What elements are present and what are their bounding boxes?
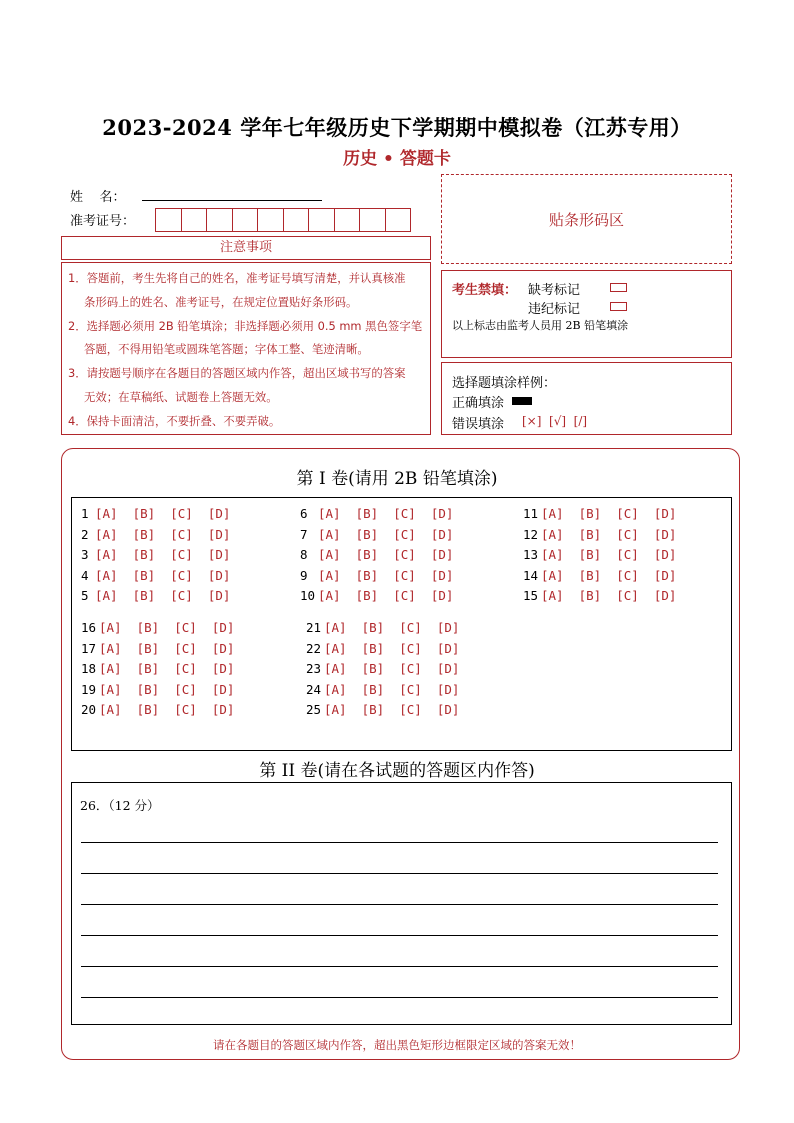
notice-item: 答题，不得用铅笔或圆珠笔答题；字体工整、笔迹清晰。 bbox=[84, 342, 369, 357]
mc-options[interactable]: [A] [B] [C] [D] bbox=[324, 661, 460, 677]
mc-question-row bbox=[81, 547, 230, 562]
mc-options[interactable]: [A] [B] [C] [D] bbox=[99, 702, 235, 718]
violation-checkbox[interactable] bbox=[610, 302, 627, 311]
mc-options[interactable]: [A] [B] [C] [D] bbox=[95, 567, 231, 583]
mc-question-row bbox=[81, 641, 234, 656]
mc-options[interactable]: [A] [B] [C] [D] bbox=[318, 588, 454, 604]
mc-question-row bbox=[81, 682, 234, 697]
mc-question-row bbox=[523, 527, 676, 542]
mc-question-number: 3 bbox=[81, 547, 89, 563]
absent-note: 以上标志由监考人员用 2B 铅笔填涂 bbox=[452, 319, 629, 332]
mc-question-number: 18 bbox=[81, 661, 97, 677]
mc-question-number: 6 bbox=[300, 506, 308, 521]
mc-question-row bbox=[306, 641, 459, 656]
mc-question-row bbox=[81, 527, 230, 542]
mc-options[interactable]: [A] [B] [C] [D] bbox=[99, 640, 235, 656]
name-label: 姓 名： bbox=[70, 190, 126, 205]
mc-question-row bbox=[81, 588, 230, 603]
barcode-area: 贴条形码区 bbox=[441, 174, 732, 264]
mc-question-number: 12 bbox=[523, 526, 539, 542]
notice-item: 4．保持卡面清洁，不要折叠、不要弄破。 bbox=[68, 413, 281, 428]
mc-question-row bbox=[523, 547, 676, 562]
mc-question-number: 10 bbox=[300, 588, 316, 604]
mc-options[interactable]: [A] [B] [C] [D] bbox=[318, 506, 454, 521]
id-digit-box[interactable] bbox=[232, 208, 259, 232]
id-digit-box[interactable] bbox=[206, 208, 233, 232]
mc-options[interactable]: [A] [B] [C] [D] bbox=[324, 681, 460, 697]
mc-question-row bbox=[81, 620, 234, 635]
mc-question-row bbox=[300, 588, 453, 603]
mc-options[interactable]: [A] [B] [C] [D] bbox=[95, 588, 231, 604]
section2-title: 第 II 卷(请在各试题的答题区内作答) bbox=[259, 761, 535, 781]
mc-question-number: 14 bbox=[523, 567, 539, 583]
mc-options[interactable]: [A] [B] [C] [D] bbox=[541, 506, 677, 521]
mc-question-number: 19 bbox=[81, 681, 97, 697]
mc-question-row bbox=[81, 506, 230, 521]
notice-item: 3．请按题号顺序在各题目的答题区域内作答，超出区域书写的答案 bbox=[68, 366, 406, 381]
footer-warning: 请在各题目的答题区域内作答，超出黑色矩形边框限定区域的答案无效！ bbox=[213, 1038, 581, 1052]
id-number-boxes[interactable] bbox=[155, 208, 410, 232]
id-digit-box[interactable] bbox=[359, 208, 386, 232]
mc-question-number: 11 bbox=[523, 506, 539, 521]
page-title: 2023-2024 学年七年级历史下学期期中模拟卷（江苏专用） bbox=[102, 115, 692, 140]
mc-question-number: 4 bbox=[81, 567, 89, 583]
answer-line bbox=[81, 997, 718, 998]
correct-fill-sample bbox=[512, 397, 532, 405]
mc-question-number: 13 bbox=[523, 547, 539, 563]
mc-question-row bbox=[300, 547, 453, 562]
id-label: 准考证号： bbox=[70, 214, 136, 229]
mc-question-row bbox=[523, 568, 676, 583]
answer-line bbox=[81, 935, 718, 936]
mc-question-row bbox=[81, 702, 234, 717]
page-subtitle: 历史 • 答题卡 bbox=[343, 149, 451, 169]
mc-question-number: 9 bbox=[300, 567, 308, 583]
mc-options[interactable]: [A] [B] [C] [D] bbox=[95, 506, 231, 521]
mc-question-row bbox=[81, 568, 230, 583]
q26-label: 26．（12 分） bbox=[80, 798, 160, 813]
notice-item: 2．选择题必须用 2B 铅笔填涂；非选择题必须用 0.5 mm 黑色签字笔 bbox=[68, 318, 423, 333]
mc-question-number: 5 bbox=[81, 588, 89, 604]
id-digit-box[interactable] bbox=[308, 208, 335, 232]
mc-question-number: 7 bbox=[300, 526, 308, 542]
mc-question-row bbox=[300, 527, 453, 542]
name-field[interactable] bbox=[142, 200, 322, 201]
mc-question-number: 25 bbox=[306, 702, 322, 718]
mc-question-number: 8 bbox=[300, 547, 308, 563]
id-digit-box[interactable] bbox=[257, 208, 284, 232]
wrong-label: 错误填涂 bbox=[452, 417, 505, 432]
mc-question-number: 17 bbox=[81, 640, 97, 656]
mc-question-row bbox=[306, 661, 459, 676]
mc-options[interactable]: [A] [B] [C] [D] bbox=[95, 526, 231, 542]
mc-question-number: 23 bbox=[306, 661, 322, 677]
mc-question-number: 2 bbox=[81, 526, 89, 542]
mc-question-row bbox=[306, 702, 459, 717]
mc-options[interactable]: [A] [B] [C] [D] bbox=[95, 547, 231, 563]
id-digit-box[interactable] bbox=[181, 208, 208, 232]
mc-options[interactable]: [A] [B] [C] [D] bbox=[318, 526, 454, 542]
missing-checkbox[interactable] bbox=[610, 283, 627, 292]
mc-options[interactable]: [A] [B] [C] [D] bbox=[324, 620, 460, 635]
mc-question-number: 20 bbox=[81, 702, 97, 718]
sample-label: 选择题填涂样例： bbox=[452, 376, 557, 391]
correct-label: 正确填涂 bbox=[452, 396, 505, 411]
answer-line bbox=[81, 904, 718, 905]
mc-question-row bbox=[300, 506, 453, 521]
mc-question-number: 15 bbox=[523, 588, 539, 604]
mc-options[interactable]: [A] [B] [C] [D] bbox=[99, 661, 235, 677]
missing-label: 缺考标记 bbox=[528, 283, 581, 298]
mc-options[interactable]: [A] [B] [C] [D] bbox=[318, 547, 454, 563]
id-digit-box[interactable] bbox=[334, 208, 361, 232]
sample-box bbox=[441, 362, 732, 435]
mc-question-number: 1 bbox=[81, 506, 89, 521]
notice-heading: 注意事项 bbox=[61, 236, 431, 260]
violation-label: 违纪标记 bbox=[528, 302, 581, 317]
mc-options[interactable]: [A] [B] [C] [D] bbox=[541, 526, 677, 542]
mc-question-row bbox=[306, 682, 459, 697]
section1-title: 第 I 卷(请用 2B 铅笔填涂) bbox=[296, 469, 498, 489]
mc-question-number: 22 bbox=[306, 640, 322, 656]
mc-options[interactable]: [A] [B] [C] [D] bbox=[541, 588, 677, 604]
mc-question-number: 16 bbox=[81, 620, 97, 635]
notice-item: 1．答题前，考生先将自己的姓名，准考证号填写清楚，并认真核准 bbox=[68, 271, 406, 285]
mc-question-number: 24 bbox=[306, 681, 322, 697]
id-digit-box[interactable] bbox=[283, 208, 310, 232]
mc-question-row bbox=[523, 588, 676, 603]
answer-line bbox=[81, 873, 718, 874]
mc-question-row bbox=[300, 568, 453, 583]
mc-question-row bbox=[81, 661, 234, 676]
id-digit-box[interactable] bbox=[155, 208, 182, 232]
notice-item: 无效；在草稿纸、试题卷上答题无效。 bbox=[84, 389, 278, 404]
mc-options[interactable]: [A] [B] [C] [D] bbox=[324, 702, 460, 718]
mc-options[interactable]: [A] [B] [C] [D] bbox=[541, 547, 677, 563]
notice-body bbox=[61, 262, 431, 435]
notice-item: 条形码上的姓名、准考证号，在规定位置贴好条形码。 bbox=[84, 294, 358, 309]
mc-question-row bbox=[523, 506, 676, 521]
mc-question-number: 21 bbox=[306, 620, 322, 635]
mc-options[interactable]: [A] [B] [C] [D] bbox=[99, 620, 235, 635]
id-digit-box[interactable] bbox=[385, 208, 412, 232]
answer-line bbox=[81, 966, 718, 967]
absent-box bbox=[441, 270, 732, 358]
mc-options[interactable]: [A] [B] [C] [D] bbox=[541, 567, 677, 583]
absent-label: 考生禁填： bbox=[452, 283, 518, 298]
mc-options[interactable]: [A] [B] [C] [D] bbox=[324, 640, 460, 656]
wrong-fill-samples: [×] [√] [/] bbox=[522, 414, 588, 428]
answer-line bbox=[81, 842, 718, 843]
mc-options[interactable]: [A] [B] [C] [D] bbox=[99, 681, 235, 697]
mc-question-row bbox=[306, 620, 459, 635]
mc-options[interactable]: [A] [B] [C] [D] bbox=[318, 567, 454, 583]
